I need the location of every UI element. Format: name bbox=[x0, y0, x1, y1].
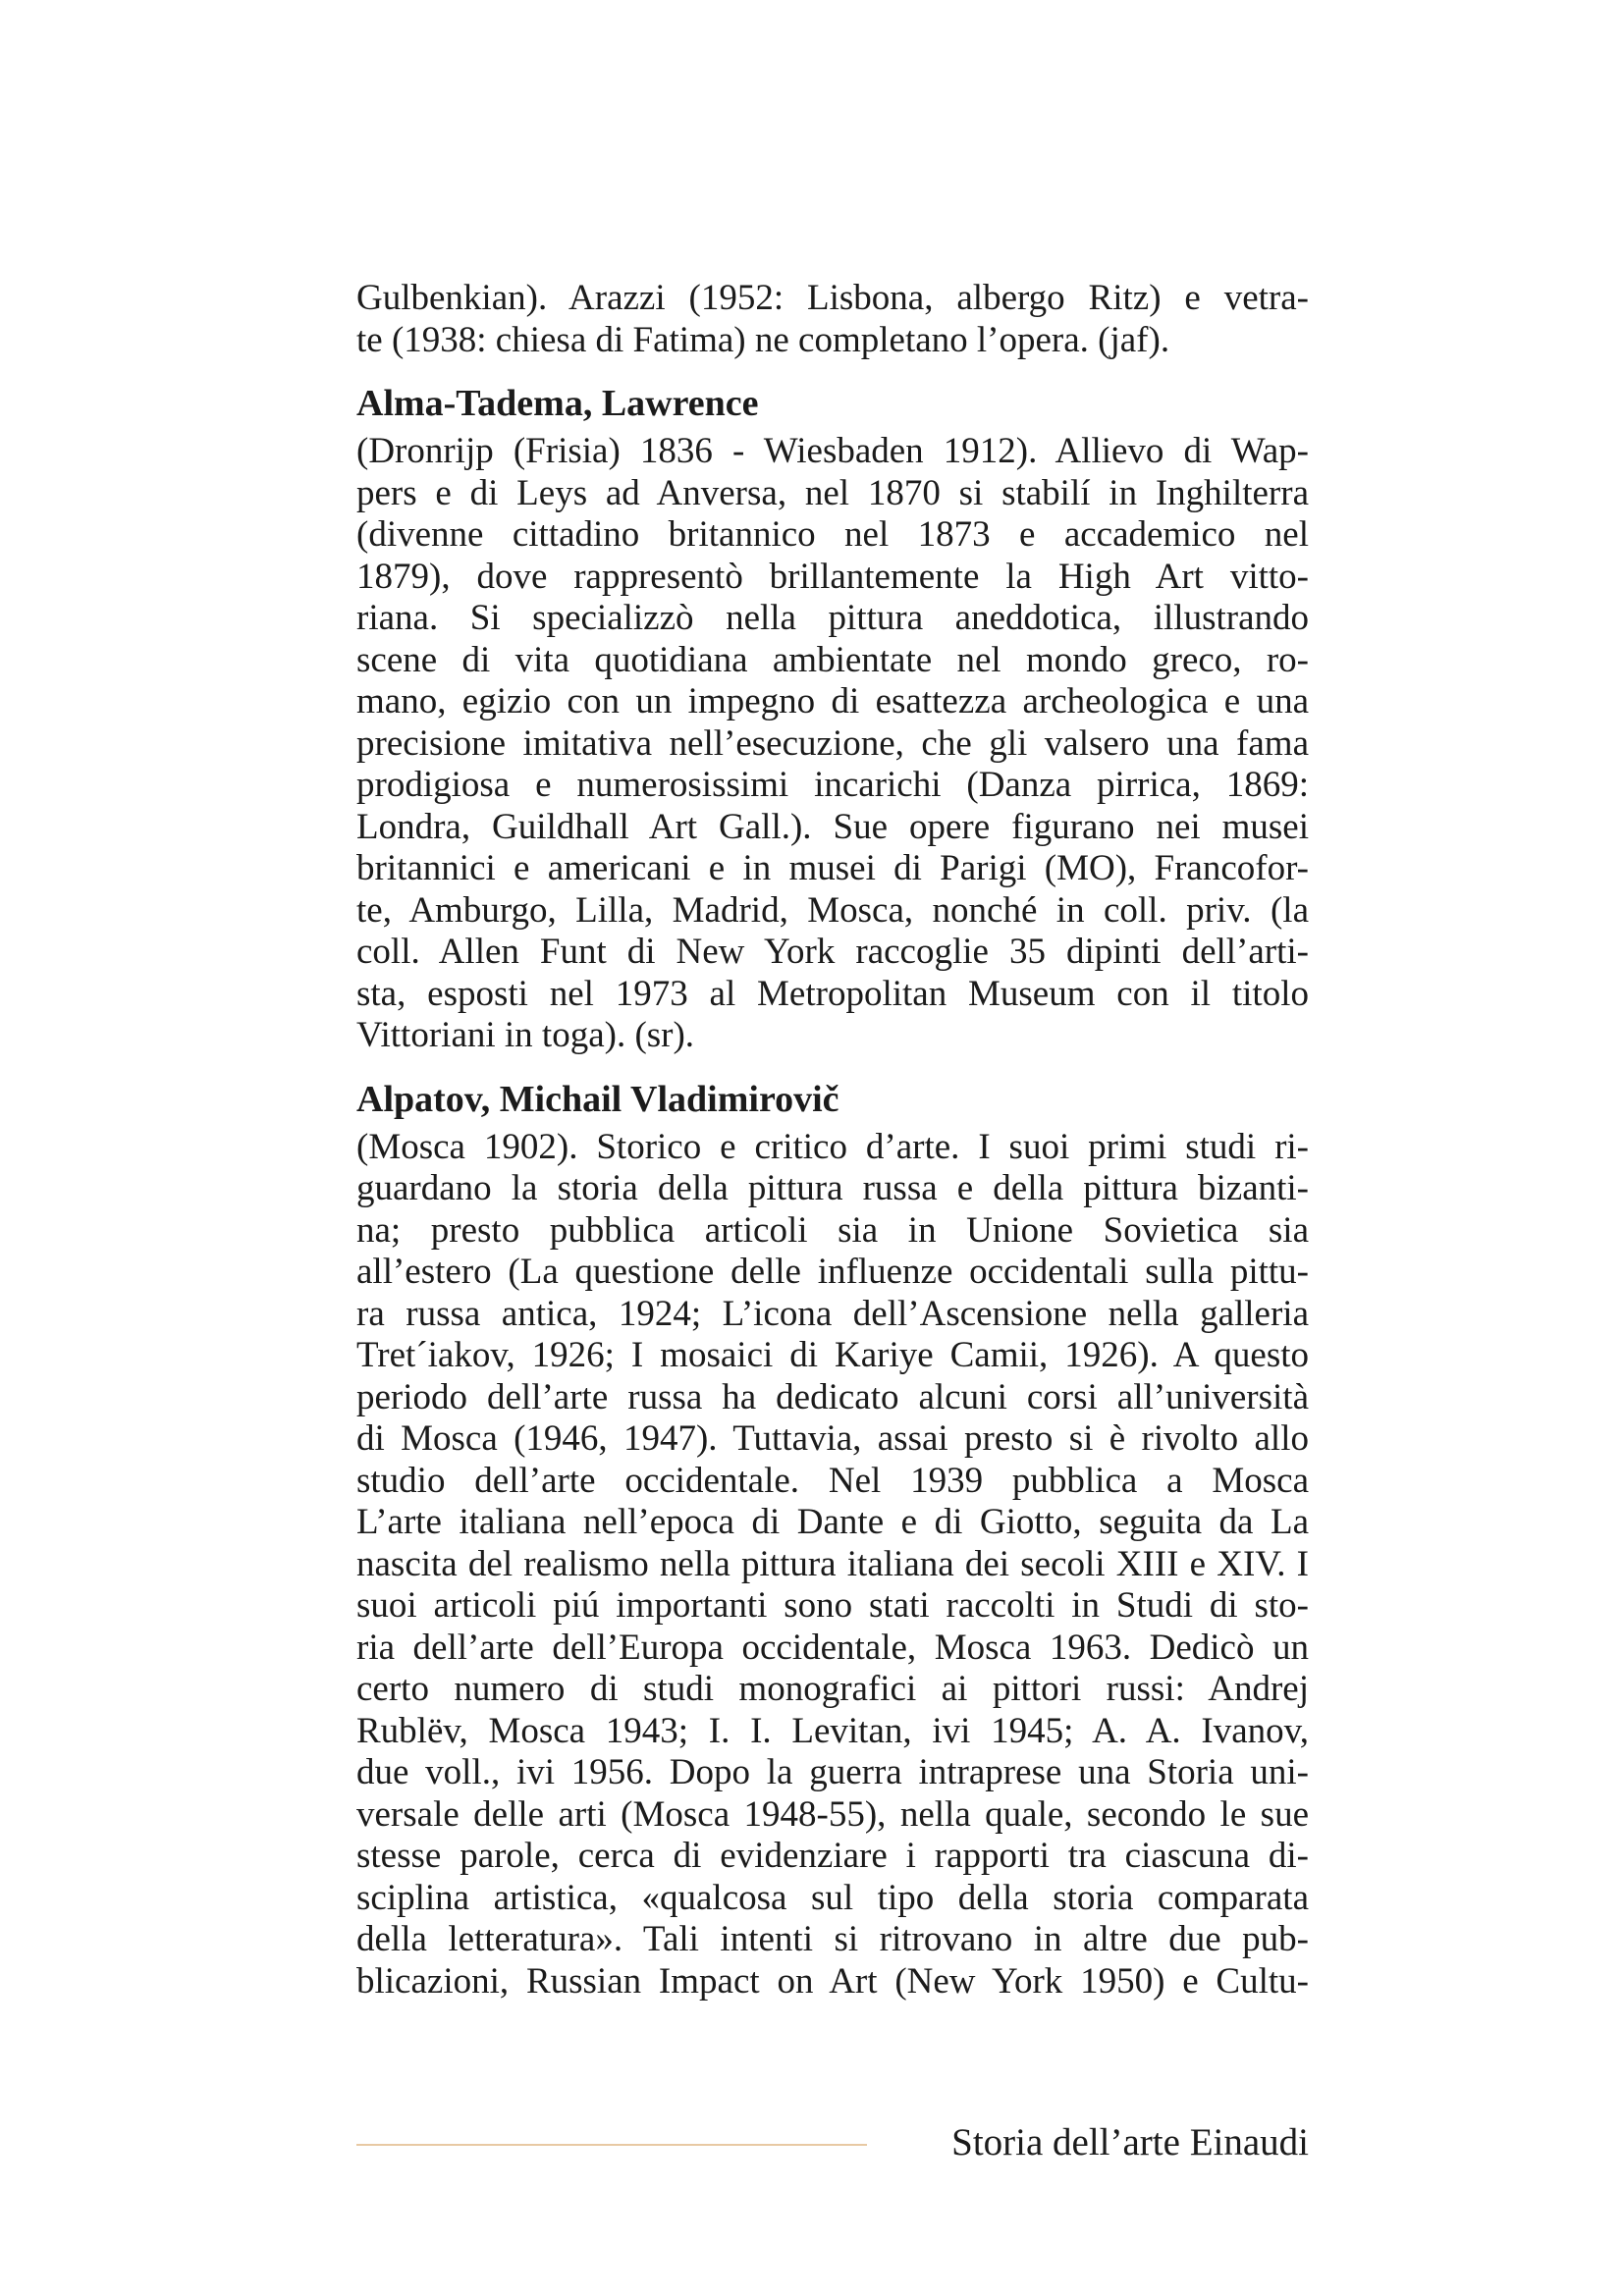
text-line: Londra, Guildhall Art Gall.). Sue opere figurano nei musei bbox=[356, 806, 1309, 847]
text-line: 1879), dove rappresentò brillantemente la High Art vitto- bbox=[356, 556, 1309, 597]
text-line: periodo dell’arte russa ha dedicato alcuni corsi all’università bbox=[356, 1376, 1309, 1417]
text-line: stesse parole, cerca di evidenziare i rapporti tra ciascuna di- bbox=[356, 1836, 1309, 1876]
text-line: Tret´iakov, 1926; I mosaici di Kariye Camii, 1926). A questo bbox=[356, 1335, 1309, 1375]
entry-alma-tadema bbox=[356, 377, 1309, 1057]
text-line: (Dronrijp (Frisia) 1836 - Wiesbaden 1912). Allievo di Wap- bbox=[356, 431, 1309, 471]
text-line: blicazioni, Russian Impact on Art (New York 1950) e Cultu- bbox=[356, 1960, 1309, 2002]
text-line: all’estero (La questione delle influenze occidentali sulla pittu- bbox=[356, 1252, 1309, 1292]
entry-alpatov bbox=[356, 1073, 1309, 2003]
text-line: te (1938: chiesa di Fatima) ne completano l’opera. (jaf). bbox=[356, 319, 1170, 360]
footer-divider bbox=[356, 2144, 867, 2146]
text-line: sciplina artistica, «qualcosa sul tipo della storia comparata bbox=[356, 1877, 1309, 1918]
text-line: mano, egizio con un impegno di esattezza archeologica e una bbox=[356, 681, 1309, 721]
text-line: (divenne cittadino britannico nel 1873 e accademico nel bbox=[356, 514, 1309, 555]
text-line: nascita del realismo nella pittura italiana dei secoli XIII e XIV. I bbox=[356, 1543, 1309, 1584]
text-line: versale delle arti (Mosca 1948-55), nella quale, secondo le sue bbox=[356, 1793, 1309, 1835]
text-line: precisione imitativa nell’esecuzione, che gli valsero una fama bbox=[356, 722, 1309, 764]
text-line: britannici e americani e in musei di Parigi (MO), Francofor- bbox=[356, 848, 1309, 888]
text-line: L’arte italiana nell’epoca di Dante e di Giotto, seguita da La bbox=[356, 1502, 1309, 1542]
text-line: due voll., ivi 1956. Dopo la guerra intraprese una Storia uni- bbox=[356, 1752, 1309, 1792]
text-line: Gulbenkian). Arazzi (1952: Lisbona, albergo Ritz) e vetra- bbox=[356, 278, 1309, 318]
text-line: ra russa antica, 1924; L’icona dell’Ascensione nella galleria bbox=[356, 1293, 1309, 1334]
entry-heading: Alma-Tadema, Lawrence bbox=[356, 383, 759, 424]
text-line: (Mosca 1902). Storico e critico d’arte. I suoi primi studi ri- bbox=[356, 1126, 1309, 1167]
entry-heading: Alpatov, Michail Vladimirovič bbox=[356, 1078, 839, 1120]
text-line: certo numero di studi monografici ai pittori russi: Andrej bbox=[356, 1669, 1309, 1709]
text-line: prodigiosa e numerosissimi incarichi (Danza pirrica, 1869: bbox=[356, 765, 1309, 805]
text-line: te, Amburgo, Lilla, Madrid, Mosca, nonché in coll. priv. (la bbox=[356, 889, 1309, 931]
text-line: na; presto pubblica articoli sia in Unione Sovietica sia bbox=[356, 1209, 1309, 1251]
text-line: ria dell’arte dell’Europa occidentale, Mosca 1963. Dedicò un bbox=[356, 1627, 1309, 1668]
text-line: della letteratura». Tali intenti si ritrovano in altre due pub- bbox=[356, 1919, 1309, 1959]
intro-paragraph bbox=[356, 278, 1309, 361]
text-line: suoi articoli piú importanti sono stati raccolti in Studi di sto- bbox=[356, 1585, 1309, 1626]
text-line: Rublëv, Mosca 1943; I. I. Levitan, ivi 1945; A. A. Ivanov, bbox=[356, 1710, 1309, 1751]
text-line: pers e di Leys ad Anversa, nel 1870 si stabilí in Inghilterra bbox=[356, 472, 1309, 513]
text-line: riana. Si specializzò nella pittura aneddotica, illustrando bbox=[356, 598, 1309, 638]
text-line: coll. Allen Funt di New York raccoglie 35 dipinti dell’arti- bbox=[356, 932, 1309, 972]
text-line: di Mosca (1946, 1947). Tuttavia, assai presto si è rivolto allo bbox=[356, 1418, 1309, 1459]
text-line: guardano la storia della pittura russa e della pittura bizanti- bbox=[356, 1168, 1309, 1208]
text-line: scene di vita quotidiana ambientate nel mondo greco, ro- bbox=[356, 639, 1309, 680]
footer-title: Storia dell’arte Einaudi bbox=[951, 2121, 1309, 2163]
body-text bbox=[356, 278, 1309, 2002]
text-line: Vittoriani in toga). (sr). bbox=[356, 1015, 695, 1055]
text-line: sta, esposti nel 1973 al Metropolitan Museum con il titolo bbox=[356, 973, 1309, 1014]
text-line: studio dell’arte occidentale. Nel 1939 pubblica a Mosca bbox=[356, 1460, 1309, 1501]
